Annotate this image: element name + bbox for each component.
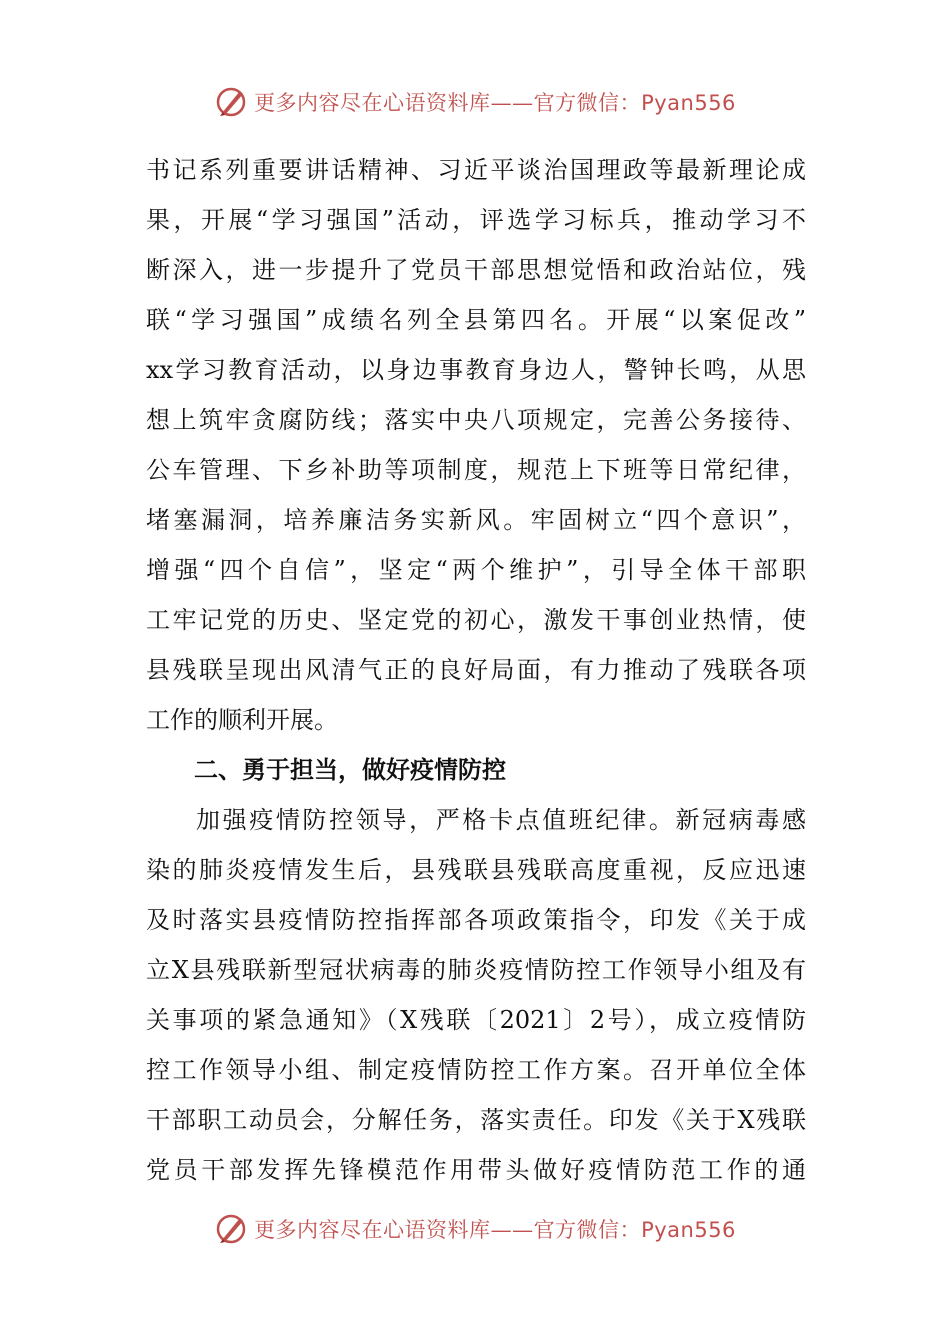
pen-logo-icon: [214, 1212, 248, 1246]
paragraph-line: 关事项的紧急通知》（X残联〔2021〕2号），成立疫情防: [146, 1006, 806, 1034]
paragraph-line: 控工作领导小组、制定疫情防控工作方案。召开单位全体: [146, 1056, 806, 1084]
paragraph-line: 增强“四个自信”，坚定“两个维护”，引导全体干部职: [146, 556, 806, 584]
paragraph-line: 联“学习强国”成绩名列全县第四名。开展“以案促改”: [146, 306, 806, 334]
paragraph-line: 果，开展“学习强国”活动，评选学习标兵，推动学习不: [146, 206, 806, 234]
section-heading: 二、勇于担当，做好疫情防控: [194, 756, 506, 784]
banner-dash: ——: [490, 1218, 534, 1242]
banner-text: [254, 1214, 736, 1244]
pen-logo-icon: [214, 85, 248, 119]
banner-main-text: 更多内容尽在心语资料库: [254, 91, 491, 115]
banner-dash: ——: [490, 91, 534, 115]
header-watermark-banner: [0, 80, 950, 124]
paragraph-line: 想上筑牢贪腐防线；落实中央八项规定，完善公务接待、: [146, 406, 806, 434]
paragraph-line: 党员干部发挥先锋模范作用带头做好疫情防范工作的通: [146, 1156, 806, 1184]
paragraph-line: 立X县残联新型冠状病毒的肺炎疫情防控工作领导小组及有: [146, 956, 806, 984]
paragraph-line: 堵塞漏洞，培养廉洁务实新风。牢固树立“四个意识”，: [146, 506, 806, 534]
paragraph-line: 书记系列重要讲话精神、习近平谈治国理政等最新理论成: [146, 156, 806, 184]
paragraph-line: 断深入，进一步提升了党员干部思想觉悟和政治站位，残: [146, 256, 806, 284]
footer-watermark-banner: [0, 1207, 950, 1251]
paragraph-line: 加强疫情防控领导，严格卡点值班纪律。新冠病毒感: [196, 806, 806, 834]
paragraph-line: 工牢记党的历史、坚定党的初心，激发干事创业热情，使: [146, 606, 806, 634]
banner-wechat-id: Pyan556: [641, 1218, 736, 1242]
paragraph-line: 工作的顺利开展。: [146, 706, 338, 734]
banner-wechat-label: 官方微信：: [533, 91, 642, 115]
banner-wechat-id: Pyan556: [641, 91, 736, 115]
banner-wechat-label: 官方微信：: [533, 1218, 642, 1242]
document-body: [146, 145, 806, 1195]
paragraph-line: xx学习教育活动，以身边事教育身边人，警钟长鸣，从思: [146, 356, 806, 384]
banner-main-text: 更多内容尽在心语资料库: [254, 1218, 491, 1242]
paragraph-line: 及时落实县疫情防控指挥部各项政策指令，印发《关于成: [146, 906, 806, 934]
paragraph-line: 公车管理、下乡补助等项制度，规范上下班等日常纪律，: [146, 456, 806, 484]
paragraph-line: 干部职工动员会，分解任务，落实责任。印发《关于X残联: [146, 1106, 806, 1134]
banner-text: [254, 87, 736, 117]
paragraph-line: 县残联呈现出风清气正的良好局面，有力推动了残联各项: [146, 656, 806, 684]
paragraph-line: 染的肺炎疫情发生后，县残联县残联高度重视，反应迅速: [146, 856, 806, 884]
